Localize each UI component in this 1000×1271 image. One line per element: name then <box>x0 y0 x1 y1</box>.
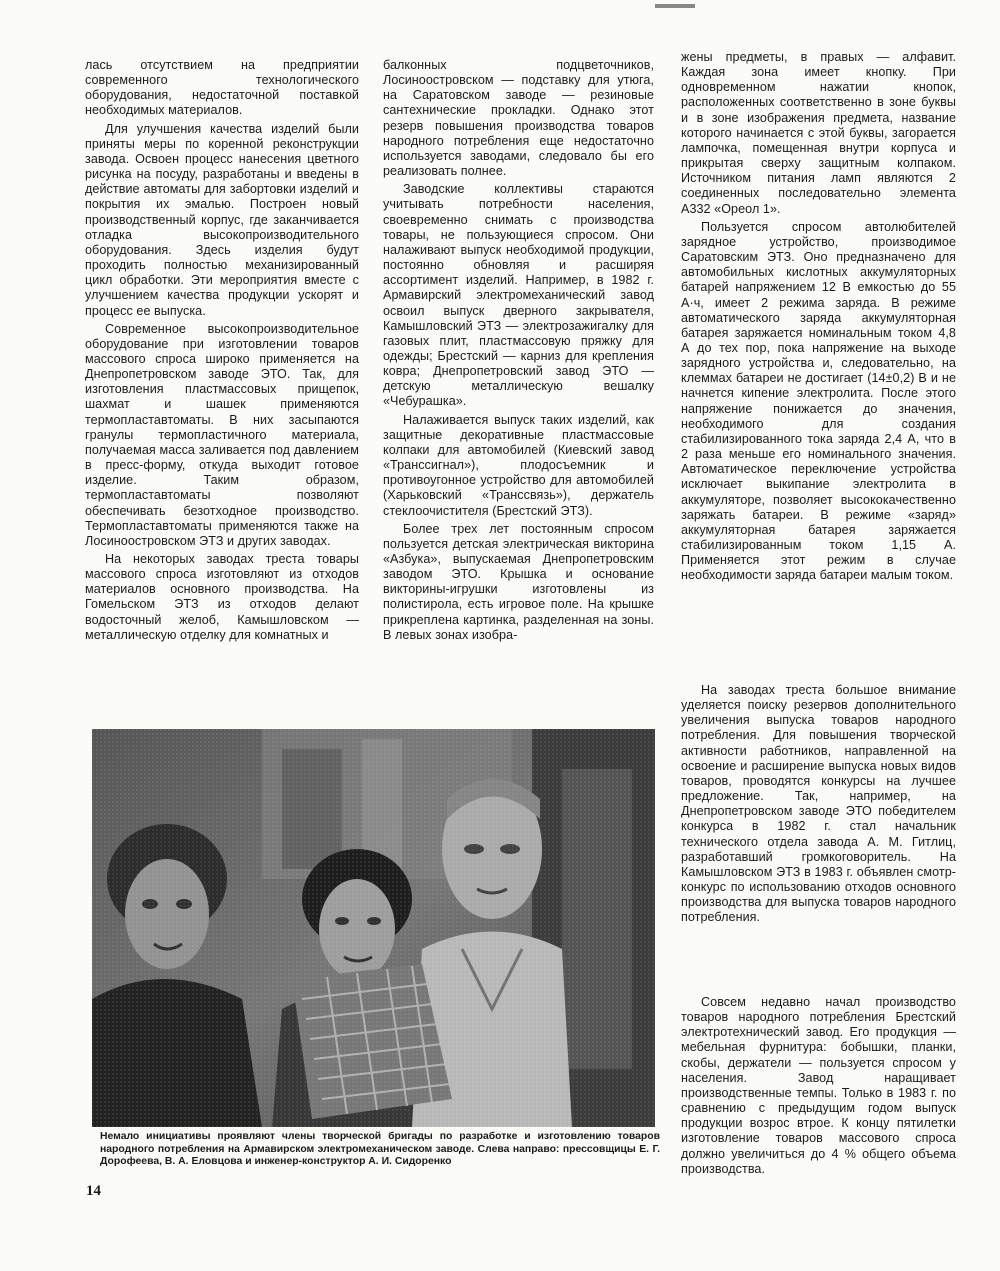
text-column-3 <box>681 50 956 583</box>
text-column-2 <box>383 58 654 643</box>
paragraph: Налаживается выпуск таких изделий, как защитные декоративные пластмассовые колпаки для автомобилей (Киевский завод «Транссигнал»), плодосъемник и противоугонное устройство для автомобилей (Харьковский «Транссвязь»), держатель стеклоочистителя (Брестский ЭТЗ). <box>383 412 654 518</box>
photo-workers <box>92 729 655 1127</box>
paragraph: Совсем недавно начал производство товаров народного потребления Брестский электротехнический завод. Его продукция — мебельная фурнитура: бобышки, планки, скобы, держатели — пользуется спросом у населения. Завод наращивает производственные темпы. Только в 1983 г. по сравнению с предыдущим годом выпуск продукции возрос втрое. К концу пятилетки изготовление товаров массового спроса должно увеличиться до 4 % общего объема производства. <box>681 995 956 1176</box>
paragraph: На некоторых заводах треста товары массового спроса изготовляют из отходов материалов основного производства. На Гомельском ЭТЗ из отходов делают водосточный желоб, Камышловском — металлическую отделку для комнатных и <box>85 552 359 642</box>
text-column-3-section-3 <box>681 995 956 1177</box>
paragraph: На заводах треста большое внимание уделяется поиску резервов дополнительного увеличения выпуска товаров народного потребления. Для повышения творческой активности работников, направленной на освоение и расширение выпуска новых видов товаров, проводятся конкурсы на лучшее предложение. Так, например, на Днепропетровском заводе ЭТО победителем конкурса в 1982 г. стал начальник технического отдела завода А. М. Гитлиц, разработавший громкоговоритель. На Камышловском ЭТЗ в 1983 г. объявлен смотр-конкурс по использованию отходов основного производства для выпуска товаров народного потребления. <box>681 683 956 925</box>
paragraph: Заводские коллективы стараются учитывать потребности населения, своевременно снимать с производства товары, не пользующиеся спросом. Они налаживают выпуск необходимой продукции, постоянно обновляя и расширяя ассортимент изделий. Например, в 1982 г. Армавирский электромеханический завод освоил выпуск дверного закрывателя, Камышловский ЭТЗ — электрозажигалку для газовых плит, пластмассовую пряжку для одежды; Брестский — карниз для крепления ковра; Днепропетровский завод ЭТО — детскую металлическую вешалку «Чебурашка». <box>383 182 654 409</box>
text-column-1 <box>85 58 359 643</box>
paragraph: лась отсутствием на предприятии современного технологического оборудования, недостаточной поставкой необходимых материалов. <box>85 58 359 118</box>
paragraph: Пользуется спросом автолюбителей зарядное устройство, производимое Саратовским ЭТЗ. Оно предназначено для автомобильных кислотных аккумуляторных батарей напряжением 12 В емкостью до 55 А·ч, имеет 2 режима заряда. В режиме автоматического заряда аккумуляторная батарея заряжается номинальным током 4,8 А до тех пор, пока напряжение на выходе зарядного устройства и, следовательно, на клеммах батареи не достигает (14±0,2) В и не начнется кипение электролита. После этого напряжение понижается до значения, необходимого для создания стабилизированного тока заряда 2,4 А, что в 2 раза меньше его номинального значения. Автоматическое переключение устройства исключает выкипание электролита в аккумуляторе, позволяет высококачественно заряжать батареи. В режиме «заряд» аккумуляторная батарея заряжается стабилизированным током 1,15 А. Применяется этот режим в случае необходимости заряда батареи малым током. <box>681 219 956 583</box>
paragraph: жены предметы, в правых — алфавит. Каждая зона имеет кнопку. При одновременном нажатии кнопок, расположенных соответственно в зоне буквы и в зоне изображения предмета, название которого начинается с этой буквы, загорается лампочка, помещенная внутри корпуса и прикрытая сверху защитным колпаком. Источником питания ламп являются 2 соединенных последовательно элемента А332 «Ореол 1». <box>681 50 956 216</box>
page-number: 14 <box>86 1183 101 1199</box>
text-column-3-section-2 <box>681 683 956 926</box>
paragraph: Современное высокопроизводительное оборудование при изготовлении товаров массового спроса широко применяется на Днепропетровском заводе ЭТО. Так, для изготовления пластмассовых прищепок, шахмат и шашек применяются термопластавтоматы. В них засыпаются гранулы термопластичного материала, получаемая масса заливается под давлением в пресс-форму, откуда выходит готовое изделие. Таким образом, термопластавтоматы позволяют обеспечивать безотходное производство. Термопластавтоматы применяются также на Лосиноостровском ЭТЗ и других заводах. <box>85 321 359 548</box>
paragraph: балконных подцветочников, Лосиноостровском — подставку для утюга, на Саратовском заводе — резиновые сантехнические прокладки. Однако этот резерв повышения производства товаров народного потребления еще недостаточно используется заводами, следовало бы его реализовать полнее. <box>383 58 654 179</box>
paragraph: Более трех лет постоянным спросом пользуется детская электрическая викторина «Азбука», выпускаемая Днепропетровским заводом ЭТО. Крышка и основание викторины-игрушки изготовлены из полистирола, есть игровое поле. На крышке прикреплена картинка, разделенная на зоны. В левых зонах изобра- <box>383 521 654 642</box>
paragraph: Для улучшения качества изделий были приняты меры по коренной реконструкции завода. Освоен процесс нанесения цветного рисунка на посуду, разработаны и введены в действие автоматы для забортовки изделий и покрытия их эмалью. Построен новый производственный корпус, где заканчивается отладка высокопроизводительного оборудования. Здесь изделия будут проходить полностью механизированный цикл обработки. Эти мероприятия вместе с улучшением качества продукции ускорят и процесс ее выпуска. <box>85 121 359 318</box>
print-mark <box>655 4 695 8</box>
photo-caption: Немало инициативы проявляют члены творческой бригады по разработке и изготовлению товаров народного потребления на Армавирском электромеханическом заводе. Слева направо: прессовщицы Е. Г. Дорофеева, В. А. Еловцова и инженер-конструктор А. И. Сидоренко <box>100 1131 660 1168</box>
